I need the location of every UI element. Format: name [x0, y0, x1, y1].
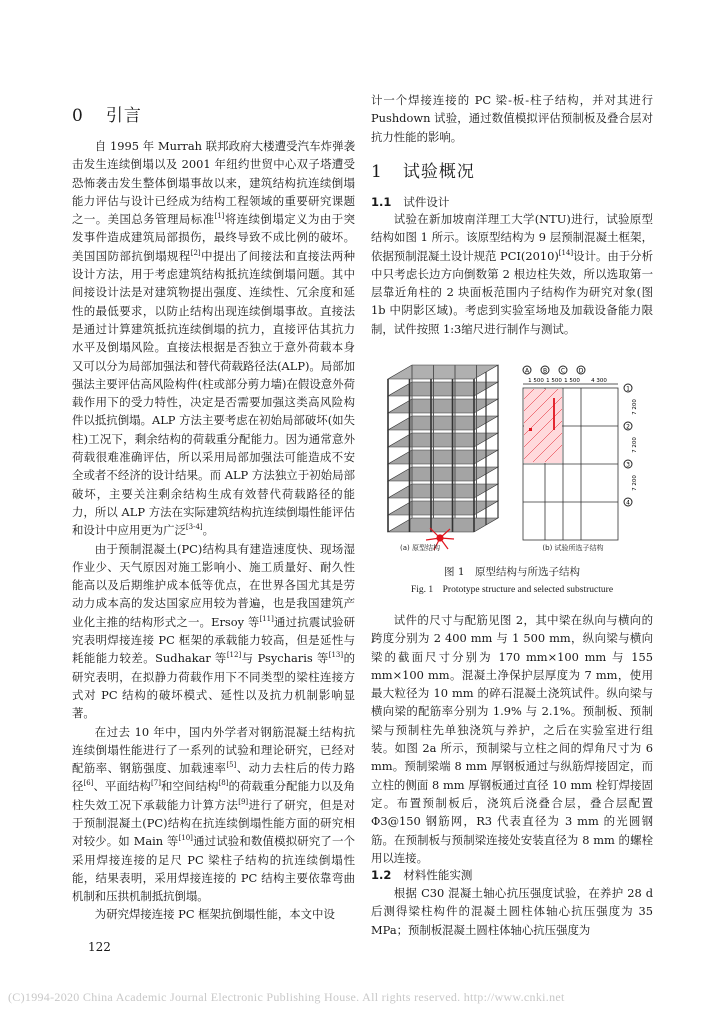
- subsection-number: 1.2: [371, 868, 392, 882]
- subfigure-b-label: (b) 试验所选子结构: [542, 544, 604, 552]
- paragraph: 计一个焊接连接的 PC 梁-板-柱子结构，并对其进行 Pushdown 试验，通过数值模拟评估预制板及叠合层对抗力性能的影响。: [371, 93, 653, 144]
- section-number: 1: [371, 162, 383, 182]
- copyright-watermark: (C)1994-2020 China Academic Journal Electronic Publishing House. All rights reserved. http://www.cnki.net: [8, 990, 565, 1004]
- citation-ref: [10]: [178, 834, 193, 843]
- citation-ref: [3-4]: [185, 523, 203, 532]
- specimen-design-body: [371, 210, 653, 338]
- axis-number: 4: [626, 499, 630, 507]
- bay-label: 7 200: [632, 399, 638, 415]
- paragraph: 试件的尺寸与配筋见图 2，其中梁在纵向与横向的跨度分别为 2 400 mm 与 1 500 mm，纵向梁与横向梁的截面尺寸分别为 170 mm×100 mm 与 155 mm×100 mm。混凝土净保护层厚度为 7 mm，使用最大粒径为 10 mm 的碎石混凝土浇筑试件。纵向梁与横向梁的配筋率分别为 1.9% 与 2.1%。预制板、预制梁与预制柱先单独浇筑与养护，之后在实验室进行组装。如图 2a 所示，预制梁与立柱之间的焊角尺寸为 6 mm。预制梁端 8 mm 厚钢板通过与纵筋焊接固定，而立柱的侧面 8 mm 厚钢板通过直径 10 mm 栓钉焊接固定。布置预制板后，浇筑后浇叠合层，叠合层配置Φ3@150 钢筋网，R3 代表直径为 3 mm 的光圆钢筋。在预制板与预制梁连接处安装直径为 8 mm 的螺栓用以连接。: [371, 613, 653, 865]
- figure-caption-cn: 图 1 原型结构与所选子结构: [443, 566, 581, 578]
- section-number: 0: [72, 106, 84, 126]
- span-label: 1 500: [546, 378, 562, 384]
- right-column-intro: [371, 91, 653, 146]
- subsection-heading-materials: [371, 867, 472, 883]
- citation-ref: [2]: [190, 248, 201, 257]
- section-heading-intro: [72, 101, 142, 126]
- span-label: 1 500: [528, 378, 544, 384]
- bay-label: 7 200: [632, 437, 638, 453]
- paragraph: 自 1995 年 Murrah 联邦政府大楼遭受汽车炸弹袭击发生连续倒塌以及 2001 年纽约世贸中心双子塔遭受恐怖袭击发生整体倒塌事故以来，建筑结构抗连续倒塌能力评估与设计已经成为结构工程领域的重要研究课题之一。美国总务管理局标准[1]将连续倒塌定义为由于突发事件造成建筑局部损伤，最终导致不成比例的破坏。美国国防部抗倒塌规程[2]中提出了间接法和直接法两种设计方法，用于考虑建筑结构抵抗连续倒塌问题。其中间接设计法是对建筑物提出强度、连续性、冗余度和延性的最低要求，以防止结构出现连续倒塌事故。直接法是通过计算建筑抵抗连续倒塌的抗力，直接评估其抗力水平及倒塌风险。直接法根据是否独立于意外荷载本身又可以分为局部加强法和替代荷载路径法(ALP)。局部加强法主要评估高风险构件(柱或部分剪力墙)在假设意外荷载作用下的受力特性，决定是否需要加强这类高风险构件以抵抗倒塌。ALP 方法主要考虑在初始局部破坏(如失柱)工况下，剩余结构的荷载重分配能力。因为通常意外荷载很难准确评估，所以采用局部加强法可能造成不安全或者不经济的设计结果。而 ALP 方法独立于初始局部破坏，主要关注剩余结构生成有效替代荷载路径的能力，所以 ALP 方法在实际建筑结构抗连续倒塌性能评估和设计中应用更为广泛[3-4]。: [72, 139, 355, 538]
- span-label: 1 500: [564, 378, 580, 384]
- citation-ref: [1]: [214, 212, 225, 221]
- span-label: 4 300: [591, 378, 607, 384]
- subsection-title: 材料性能实测: [403, 868, 473, 882]
- axis-letter: B: [542, 367, 548, 375]
- section-title: 试验概况: [402, 162, 475, 182]
- subsection-heading-specimen: [371, 194, 449, 210]
- citation-ref: [12]: [226, 651, 242, 660]
- span-dimension-labels: [528, 378, 607, 384]
- axis-number: 1: [626, 385, 630, 393]
- paragraph: 试验在新加坡南洋理工大学(NTU)进行，试验原型结构如图 1 所示。该原型结构为 9 层预制混凝土框架，依据预制混凝土设计规范 PCI(2010)[14]设计。由于分析中只考虑长边方向倒数第 2 根边柱失效，所以选取第一层靠近角柱的 2 块面板范围内子结构作为研究对象(图 1b 中阴影区域)。考虑到实验室场地及加载设备能力限制，试件按照 1:3缩尺进行制作与测试。: [371, 212, 653, 336]
- section-heading-experiment: [371, 157, 475, 182]
- axis-number: 3: [626, 461, 630, 469]
- prototype-frame-drawing: [378, 364, 508, 564]
- axis-letter: A: [524, 367, 530, 375]
- paragraph: 由于预制混凝土(PC)结构具有建造速度快、现场湿作业少、天气原因对施工影响小、施工质量好、耐久性能高以及后期维护成本低等优点，在世界各国尤其是劳动力成本高的发达国家应用较为普遍，也是我国建筑产业化主推的结构形式之一。Ersoy 等[11]通过抗震试验研究表明焊接连接 PC 框架的承载能力较高，但是延性与耗能能力较差。Sudhakar 等[12]与 Psycharis 等[13]的研究表明，在拟静力荷载作用下不同类型的梁柱连接方式对 PC 结构的破坏模式、延性以及抗力机制影响显著。: [72, 541, 355, 721]
- left-column-body: [72, 137, 355, 924]
- paragraph: 为研究焊接连接 PC 框架抗倒塌性能，本文中设: [94, 907, 335, 922]
- citation-ref: [5]: [226, 761, 237, 770]
- subsection-title: 试件设计: [403, 195, 450, 209]
- axis-letter-markers: [523, 366, 585, 375]
- citation-ref: [13]: [328, 651, 344, 660]
- bay-dimension-labels: [632, 399, 638, 491]
- figure-caption-en: Fig. 1 Prototype structure and selected substructure: [410, 585, 614, 595]
- citation-ref: [11]: [259, 614, 274, 623]
- axis-letter: C: [560, 367, 566, 375]
- subfigure-a-label: (a) 原型结构: [400, 544, 440, 552]
- axis-number: 2: [626, 423, 630, 431]
- subsection-number: 1.1: [371, 195, 392, 209]
- axis-letter: D: [578, 367, 584, 375]
- shaded-substructure: [524, 389, 562, 463]
- figure-1: [378, 364, 640, 564]
- citation-ref: [8]: [218, 779, 229, 788]
- bay-label: 7 200: [632, 475, 638, 491]
- specimen-detail-body: [371, 611, 653, 867]
- substructure-plan-drawing: [523, 366, 638, 540]
- citation-ref: [6]: [83, 779, 94, 788]
- materials-body: [371, 884, 653, 939]
- section-title: 引言: [105, 106, 142, 126]
- citation-ref: [14]: [558, 248, 574, 257]
- page-number: 122: [88, 940, 111, 954]
- citation-ref: [9]: [238, 797, 249, 806]
- paragraph: 在过去 10 年中，国内外学者对钢筋混凝土结构抗连续倒塌性能进行了一系列的试验和理论研究，已经对配筋率、钢筋强度、加载速率[5]、动力去柱后的传力路径[6]、平面结构[7]和空间结构[8]的荷载重分配能力以及角柱失效工况下承载能力计算方法[9]进行了研究，但是对于预制混凝土(PC)结构在抗连续倒塌性能方面的研究相对较少。如 Main 等[10]通过试验和数值模拟研究了一个采用焊接连接的足尺 PC 梁柱子结构的抗连续倒塌性能，结果表明，采用焊接连接的 PC 结构主要依靠弯曲机制和压拱机制抵抗倒塌。: [72, 724, 355, 904]
- citation-ref: [7]: [151, 779, 161, 788]
- axis-number-markers: [624, 384, 632, 507]
- paragraph: 根据 C30 混凝土轴心抗压强度试验，在养护 28 d 后测得梁柱构件的混凝土圆柱体轴心抗压强度为 35 MPa；预制板混凝土圆柱体轴心抗压强度为: [371, 886, 653, 937]
